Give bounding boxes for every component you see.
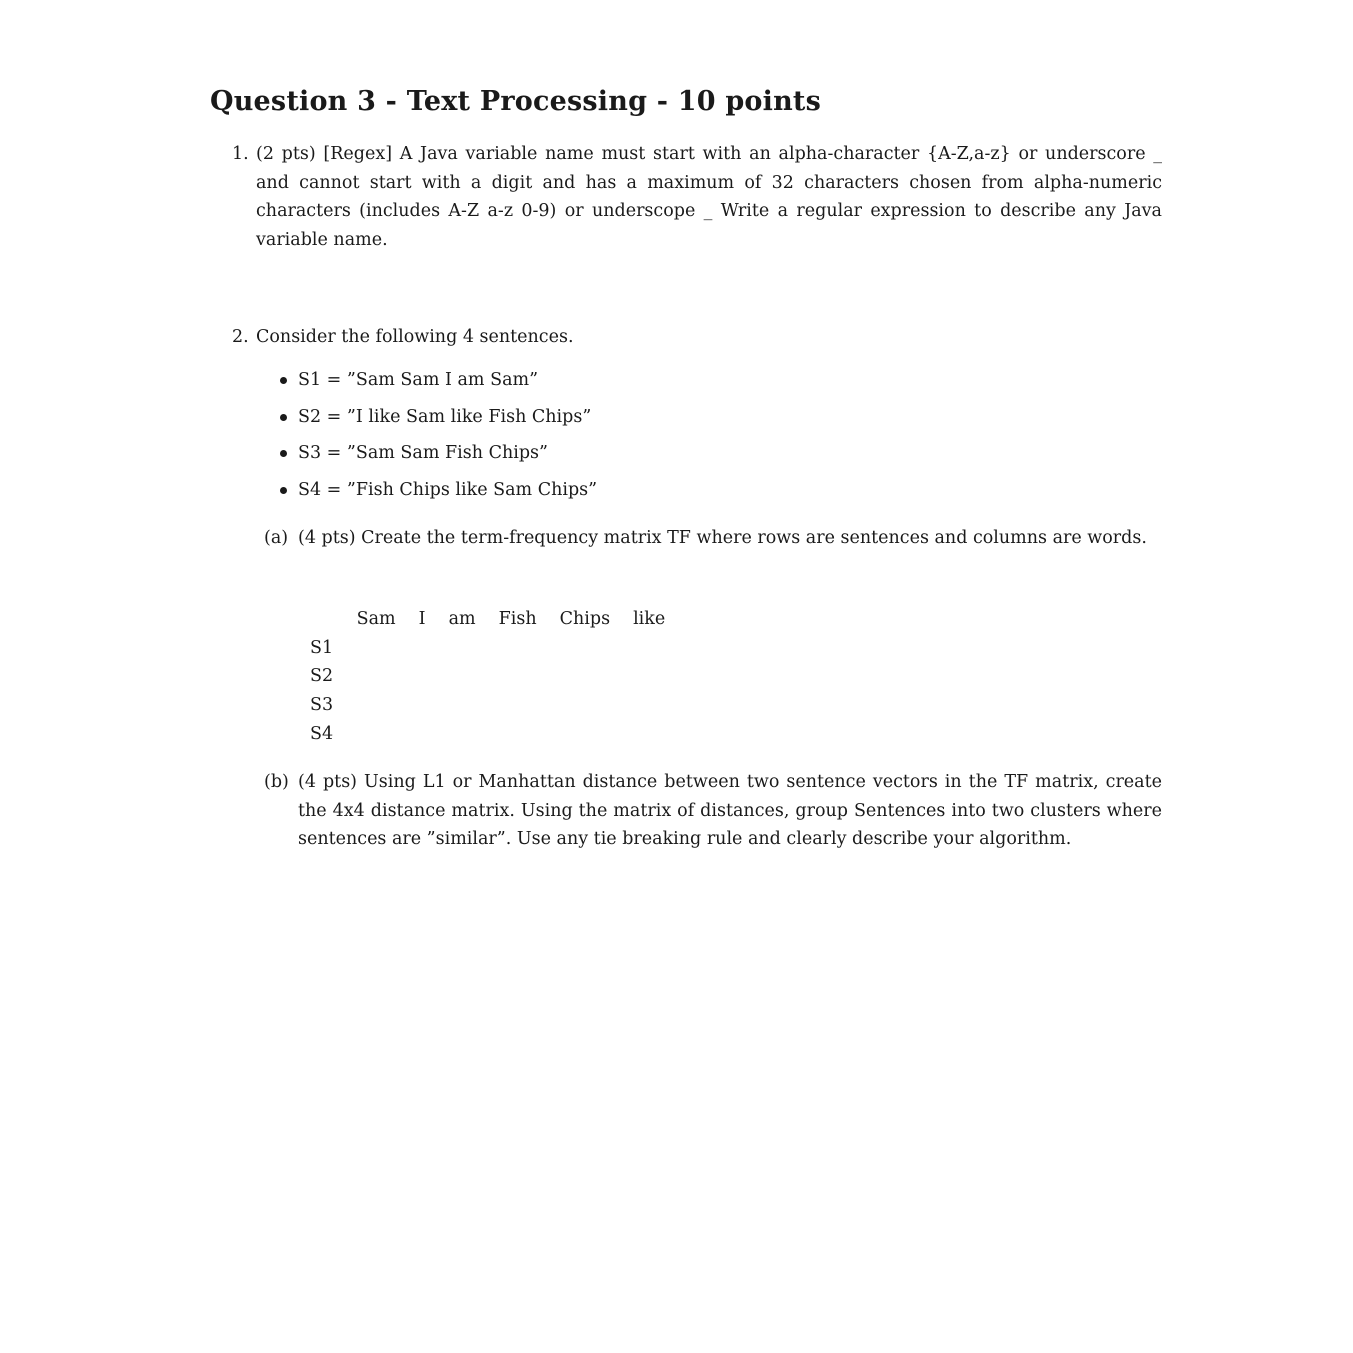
table-cell xyxy=(622,720,677,749)
column-header: am xyxy=(448,609,476,629)
table-cell xyxy=(345,720,407,749)
bullet-icon xyxy=(280,377,287,384)
bullet-icon xyxy=(280,414,287,421)
table-cell xyxy=(407,691,437,720)
table-cell xyxy=(548,634,621,663)
table-cell xyxy=(407,720,437,749)
table-cell xyxy=(548,720,621,749)
table-row xyxy=(300,634,677,663)
table-cell xyxy=(548,662,621,691)
sentence-item xyxy=(280,403,597,440)
column-header: Chips xyxy=(559,609,611,629)
table-cell xyxy=(548,691,621,720)
row-label: S3 xyxy=(310,695,334,716)
table-row xyxy=(300,720,677,749)
table-header-row xyxy=(300,605,677,634)
sentence-text: S3 = ”Sam Sam Fish Chips” xyxy=(298,443,548,463)
part-b-label: (b) xyxy=(264,772,289,792)
question-1-text: (2 pts) [Regex] A Java variable name must start with an alpha-character {A-Z,a-z} or underscore _ and cannot start with a digit and has a maximum of 32 characters chosen from alpha-numeric characters (includes A-Z a-z 0-9) or underscope _ Write a regular expression to describe any Java variable name. xyxy=(256,144,1162,250)
table-cell xyxy=(622,662,677,691)
sentence-text: S2 = ”I like Sam like Fish Chips” xyxy=(298,406,592,427)
table-cell xyxy=(437,634,487,663)
table-corner-cell xyxy=(300,605,345,634)
bullet-icon xyxy=(280,487,287,494)
column-header: I xyxy=(418,609,426,629)
sentence-item xyxy=(280,439,597,476)
table-cell xyxy=(345,662,407,691)
item-number-2: 2. xyxy=(232,327,249,347)
row-label: S2 xyxy=(310,666,334,687)
table-cell xyxy=(622,634,677,663)
table-row xyxy=(300,662,677,691)
sentence-item xyxy=(280,366,597,403)
column-header: Fish xyxy=(498,609,537,629)
sentence-item xyxy=(280,476,597,513)
column-header: Sam xyxy=(356,609,396,629)
table-cell xyxy=(487,720,548,749)
row-label: S4 xyxy=(310,723,334,744)
table-cell xyxy=(407,662,437,691)
table-cell xyxy=(622,691,677,720)
table-cell xyxy=(487,634,548,663)
table-cell xyxy=(487,662,548,691)
part-b-text: (4 pts) Using L1 or Manhattan distance between two sentence vectors in the TF matrix, create the 4x4 distance matrix. Using the matrix of distances, group Sentences into two clusters where sentences are ”similar”. Use any tie breaking rule and clearly describe your algorithm. xyxy=(298,772,1162,849)
bullet-icon xyxy=(280,450,287,457)
sentence-list xyxy=(280,366,597,512)
sentence-text: S4 = ”Fish Chips like Sam Chips” xyxy=(298,479,598,500)
sentence-text: S1 = ”Sam Sam I am Sam” xyxy=(298,370,539,390)
part-a-label: (a) xyxy=(264,528,289,548)
question-title: Question 3 - Text Processing - 10 points xyxy=(210,86,821,117)
column-header: like xyxy=(633,609,666,629)
table-cell xyxy=(487,691,548,720)
table-cell xyxy=(437,691,487,720)
item-number-1: 1. xyxy=(232,144,249,164)
table-cell xyxy=(345,634,407,663)
table-row xyxy=(300,691,677,720)
question-2-intro: Consider the following 4 sentences. xyxy=(256,327,574,347)
table-cell xyxy=(437,720,487,749)
table-cell xyxy=(437,662,487,691)
table-cell xyxy=(407,634,437,663)
part-a-text: (4 pts) Create the term-frequency matrix TF where rows are sentences and columns are words. xyxy=(298,528,1147,548)
row-label: S1 xyxy=(310,637,334,658)
tf-matrix-table xyxy=(300,605,677,749)
table-cell xyxy=(345,691,407,720)
